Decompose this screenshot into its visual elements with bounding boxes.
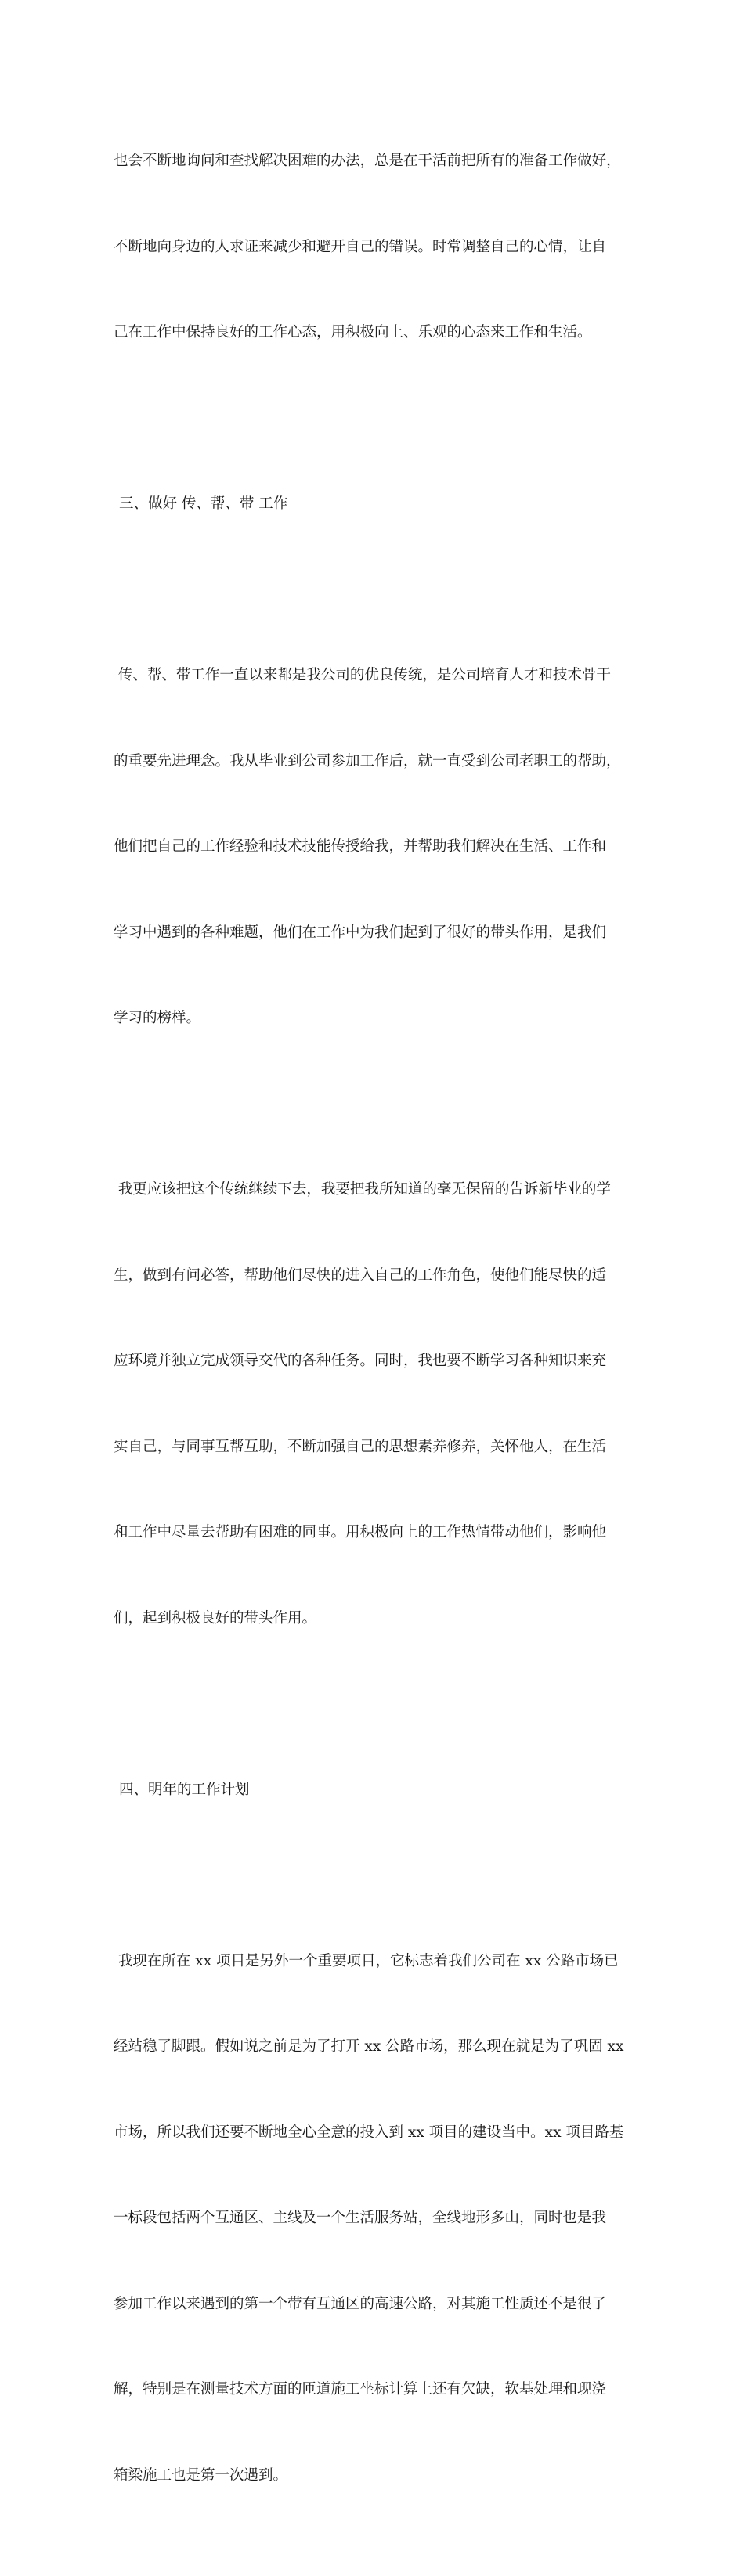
section-heading-3 <box>114 433 632 576</box>
paragraph-tradition <box>114 1119 632 1690</box>
text-line: 们，起到积极良好的带头作用。 <box>114 1609 317 1627</box>
text-line: 箱梁施工也是第一次遇到。 <box>114 2466 288 2484</box>
text-line: 生，做到有问必答，帮助他们尽快的进入自己的工作角色，使他们能尽快的适 <box>114 1266 607 1284</box>
section-heading-4 <box>114 1719 632 1862</box>
text-line: 参加工作以来遇到的第一个带有互通区的高速公路，对其施工性质还不是很了 <box>114 2295 607 2312</box>
text-line: 我现在所在 xx 项目是另外一个重要项目，它标志着我们公司在 xx 公路市场已 <box>114 1952 619 1969</box>
text-line: 也会不断地询问和查找解决困难的办法，总是在干活前把所有的准备工作做好， <box>114 153 621 169</box>
heading-text: 三、做好 传、帮、带 工作 <box>119 495 288 512</box>
paragraph-plan <box>114 1890 632 2548</box>
heading-text: 四、明年的工作计划 <box>119 1781 250 1798</box>
text-line: 学习的榜样。 <box>114 1010 201 1026</box>
text-line: 的重要先进理念。我从毕业到公司参加工作后，就一直受到公司老职工的帮助， <box>114 752 621 769</box>
paragraph-continuation <box>114 90 632 405</box>
text-line: 我更应该把这个传统继续下去，我要把我所知道的毫无保留的告诉新毕业的学 <box>114 1181 611 1198</box>
text-line: 实自己，与同事互帮互助，不断加强自己的思想素养修养，关怀他人，在生活 <box>114 1438 607 1455</box>
document-page <box>114 90 632 2576</box>
paragraph-mentoring <box>114 604 632 1090</box>
text-line: 经站稳了脚跟。假如说之前是为了打开 xx 公路市场，那么现在就是为了巩固 xx <box>114 2038 624 2055</box>
text-line: 和工作中尽量去帮助有困难的同事。用积极向上的工作热情带动他们，影响他 <box>114 1524 607 1540</box>
text-line: 一标段包括两个互通区、主线及一个生活服务站，全线地形多山，同时也是我 <box>114 2210 607 2226</box>
text-line: 市场，所以我们还要不断地全心全意的投入到 xx 项目的建设当中。xx 项目路基 <box>114 2124 624 2141</box>
text-line: 他们把自己的工作经验和技术技能传授给我，并帮助我们解决在生活、工作和 <box>114 838 607 855</box>
text-line: 应环境并独立完成领导交代的各种任务。同时，我也要不断学习各种知识来充 <box>114 1353 607 1369</box>
text-line: 传、帮、带工作一直以来都是我公司的优良传统，是公司培育人才和技术骨干 <box>114 667 611 683</box>
text-line: 不断地向身边的人求证来减少和避开自己的错误。时常调整自己的心情，让自 <box>114 238 607 255</box>
text-line: 解，特别是在测量技术方面的匝道施工坐标计算上还有欠缺，软基处理和现浇 <box>114 2381 607 2398</box>
text-line: 己在工作中保持良好的工作心态，用积极向上、乐观的心态来工作和生活。 <box>114 324 592 340</box>
text-line: 学习中遇到的各种难题，他们在工作中为我们起到了很好的带头作用，是我们 <box>114 924 607 941</box>
